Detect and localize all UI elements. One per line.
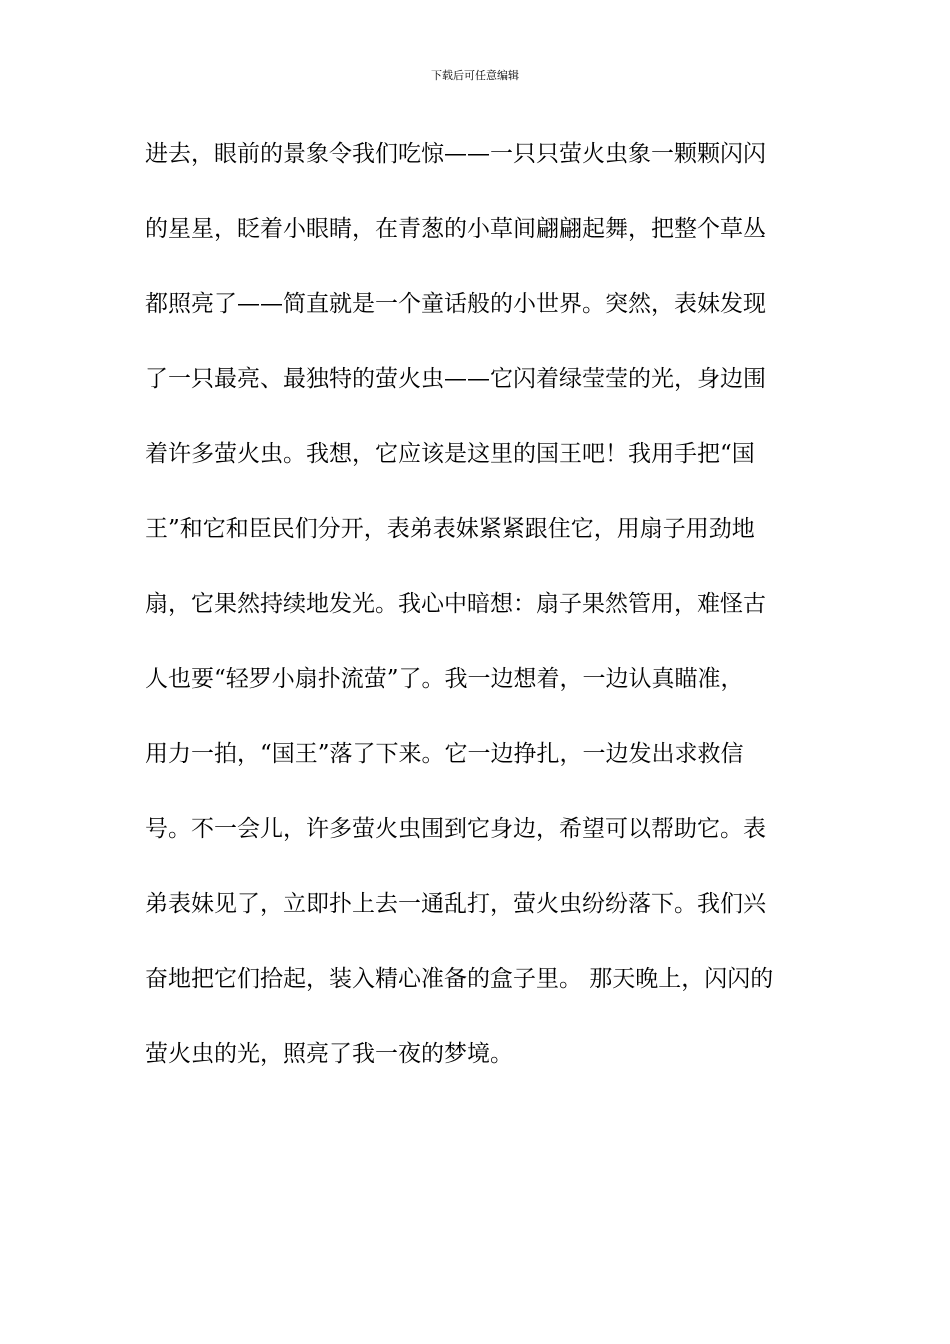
text-line: 号。不一会儿，许多萤火虫围到它身边，希望可以帮助它。表	[145, 816, 766, 842]
text-line: 扇，它果然持续地发光。我心中暗想：扇子果然管用，难怪古	[145, 591, 766, 617]
text-line: 用力一拍，“国王”落了下来。它一边挣扎，一边发出求救信	[145, 741, 744, 767]
page-header: 下载后可任意编辑	[431, 69, 519, 82]
text-line: 着许多萤火虫。我想，它应该是这里的国王吧！我用手把“国	[145, 441, 755, 467]
text-line: 王”和它和臣民们分开，表弟表妹紧紧跟住它，用扇子用劲地	[145, 516, 755, 542]
text-line: 弟表妹见了，立即扑上去一通乱打，萤火虫纷纷落下。我们兴	[145, 891, 766, 917]
text-line: 萤火虫的光，照亮了我一夜的梦境。	[145, 1041, 513, 1067]
text-line: 了一只最亮、最独特的萤火虫——它闪着绿莹莹的光，身边围	[145, 366, 766, 392]
text-line: 人也要“轻罗小扇扑流萤”了。我一边想着，一边认真瞄准，	[145, 666, 744, 692]
body-paragraph	[145, 131, 825, 1106]
text-line: 进去，眼前的景象令我们吃惊——一只只萤火虫象一颗颗闪闪	[145, 141, 766, 167]
text-line: 都照亮了——简直就是一个童话般的小世界。突然，表妹发现	[145, 291, 766, 317]
text-line: 的星星，眨着小眼睛，在青葱的小草间翩翩起舞，把整个草丛	[145, 216, 766, 242]
text-line: 奋地把它们拾起，装入精心准备的盒子里。 那天晚上，闪闪的	[145, 966, 774, 992]
